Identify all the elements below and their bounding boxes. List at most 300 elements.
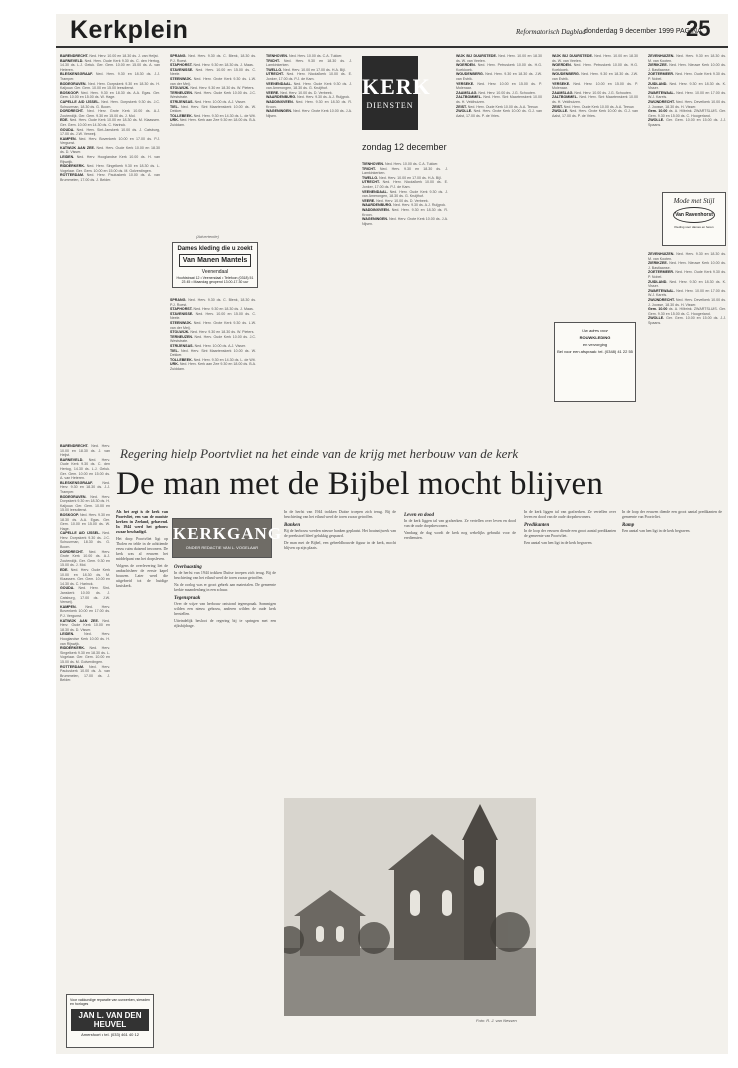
listing-place: DORDRECHT. <box>60 109 88 114</box>
listing-place: STAVENISSE. <box>170 311 196 316</box>
listing-column-1 <box>60 54 160 434</box>
listing-text: Ned. Herv. Pauluskerk 10.00 ds. A. van Brummelen, 17.00 ds. J. Belder. <box>60 173 160 183</box>
listing-text: Ned. Herv. Oude Kerk 10.00 ds. A.A. Teeuw. <box>563 104 635 109</box>
listing-column-1b <box>60 444 110 984</box>
listing-place: ZIERIKZEE. <box>648 63 670 68</box>
kerkgang-title: KERKGANG <box>173 524 283 543</box>
article-column-4 <box>404 510 516 794</box>
listing-entry <box>552 82 638 91</box>
listing-text: Ned. Herv. Develkerk 10.00 ds. J. Joosse, 18.30 ds. H. Visser. <box>648 297 726 307</box>
listing-entry <box>60 646 110 664</box>
listing-entry <box>648 316 726 325</box>
listing-text: Ned. Herv. Dorpskerk 9.30 ds. J.C. Schuurman, 18.30 ds. G. Boom. <box>60 531 110 550</box>
listing-place: ZUIDLAND. <box>648 81 670 86</box>
listing-entry <box>170 54 256 63</box>
masthead: Kerkplein <box>70 16 189 44</box>
date-line: donderdag 9 december 1999 PAGINA <box>584 28 702 35</box>
article-subhead: Tegenspraak <box>174 596 201 601</box>
listing-text: Ned. Herv. 10.00 en 18.30 ds. W. van Veelen. <box>552 54 638 63</box>
listing-entry <box>456 63 542 72</box>
listing-entry <box>60 91 160 100</box>
listing-place: ROTTERDAM. <box>60 173 87 178</box>
listing-place: TWELLO. <box>362 175 380 180</box>
listing-place: ZAAMSLAG. <box>552 90 575 95</box>
listing-place: KAMPEN. <box>60 136 79 141</box>
article-paragraph: Na de oorlog was er groot gebrek aan materialen. De gemeente kerkte maandenlang in een schuur. <box>174 583 276 592</box>
article-headline: De man met de Bijbel mocht blijven <box>116 466 604 502</box>
listing-text: Ned. Herv. 9.30 en 18.30 ds. R. Kroon. <box>362 207 448 217</box>
listing-text: Ned. Herv. 10.00 en 17.00 ds. H.A. Bijl. <box>379 175 442 180</box>
listing-text: Ned. Herv. 10.00 en 18.30 ds. J. van Heijst. <box>89 54 159 58</box>
listing-place: EDE. <box>60 118 70 123</box>
listing-text: Ned. Herv. Grote Kerk 9.30 ds. L.W. van der Meij. <box>170 76 256 86</box>
listing-place: ZIERIKZEE. <box>648 261 670 266</box>
listing-place: BLESKENSGRAAF. <box>60 72 96 77</box>
listing-entry <box>648 252 726 261</box>
listing-text: Ned. Herv. Dorpskerk 9.30 en 18.30 ds. H. Kaljouw. Ger. Gem. 10.00 en 15.00 leesdienst. <box>60 494 110 513</box>
listing-entry <box>362 217 448 226</box>
listing-place: KAMPEN. <box>60 604 86 609</box>
listing-entry <box>60 568 110 586</box>
listing-entry <box>60 100 160 109</box>
listing-place: WOUDENBERG. <box>456 72 486 77</box>
article-paragraph: Uiteindelijk besloot de regering bij te springen met een rijksbijdrage. <box>174 619 276 628</box>
listing-place: ROTTERDAM. <box>60 664 90 669</box>
article-column-5 <box>524 510 616 1030</box>
ad-mantels-small: Hoofdstraat 12 • Veenendaal • Telefoon (0318) 51 23 45 • Maandag geopend 13.00-17.30 uur <box>176 276 254 284</box>
listing-entry <box>60 109 160 118</box>
listing-entry <box>266 109 352 118</box>
listing-text: Ned. Herv. Kerk aan Zee 9.30 en 18.00 ds. B.A. Zuiddam. <box>170 118 256 127</box>
listing-text: Ned. Herv. 9.30 en 18.30 ds. J. Maas. <box>193 63 254 68</box>
listing-entry <box>266 72 352 81</box>
listing-text: Ned. Herv. Oude Kerk 10.00 ds. J.C. Weststrate. <box>170 334 256 344</box>
listing-place: BODEGRAVEN. <box>60 81 89 86</box>
listing-entry <box>648 261 726 270</box>
listing-entry <box>170 335 256 344</box>
listing-place: VEENENDAAL. <box>362 189 390 194</box>
listing-text: Ned. Herv. 10.00 en 15.00 ds. P. Molenaar. <box>456 81 542 91</box>
listing-entry <box>60 164 160 173</box>
listing-entry <box>648 63 726 72</box>
kerkdiensten-date: zondag 12 december <box>362 142 447 152</box>
listing-place: WOERDEN. <box>456 63 478 68</box>
listing-entry <box>648 82 726 91</box>
listing-place: WOERDEN. <box>552 63 574 68</box>
listing-text: Ned. Herv. Hooglandse Kerk 10.00 ds. H. van Rijswijk. <box>60 632 110 646</box>
listing-place: WAGENINGEN. <box>266 109 294 114</box>
ad-mantels-top: Dames kleding die u zoekt <box>177 246 253 252</box>
listing-place: ZOETERMEER. <box>648 72 676 77</box>
listing-text: Ned. Herv. 9.30 en 18.30 ds. J.W. van Estrik. <box>456 72 542 81</box>
listing-place: ZAAMSLAG. <box>456 90 479 95</box>
listing-place: ZALTBOMMEL. <box>456 95 484 100</box>
kerkgang-sub: ONDER REDACTIE VAN L. VOGELAAR <box>185 545 259 550</box>
listing-text: Ned. Herv. Sint Maartenskerk 10.00 ds. W. Dekker. <box>170 104 256 114</box>
listing-column-6b <box>648 252 726 432</box>
listing-text: Ned. Herv. 10.00 ds. C.A. Tukker. <box>288 54 343 58</box>
ad-van-den-heuvel <box>66 994 154 1048</box>
listing-text: Ned. Herv. 10.00 ds. D. Verbeek. <box>280 90 333 95</box>
listing-place: TIEL. <box>170 104 181 109</box>
listing-entry <box>648 72 726 81</box>
listing-place: TIENHOVEN. <box>266 54 289 58</box>
listing-place: ZEVENHUIZEN. <box>648 54 677 58</box>
listing-text: Ned. Herv. 9.30 en 18.30 ds. A.A. Egas. Ger. Gem. 10.00 en 15.00 ds. W. Hage. <box>60 90 160 100</box>
listing-text: Ned. Herv. Oude Kerk 9.30 ds. P. Nobel. <box>648 270 726 279</box>
listing-place: Gem. 10.00 <box>648 307 669 312</box>
listing-text: Ned. Herv. Bovenkerk 10.00 en 17.00 ds. P.J. Vergunst. <box>60 604 110 618</box>
ad-mode-brand: Van Ravenhorst <box>673 207 715 223</box>
listing-place: LEIDEN. <box>60 632 85 637</box>
listing-text: Ned. Herv. 9.30 en 18.30 ds. K. Visser. <box>648 81 726 91</box>
listing-place: STRIJENSAS. <box>170 99 195 104</box>
article-column-2 <box>174 562 276 1032</box>
listing-entry <box>60 605 110 619</box>
listing-text: Ned. Herv. Dorpskerk 9.30 ds. J.C. Schuurman, 18.30 ds. G. Boom. <box>60 99 160 109</box>
listing-entry <box>552 63 638 72</box>
listing-place: STOLWIJK. <box>170 86 191 91</box>
listing-place: SPRANG. <box>170 54 189 58</box>
listing-column-2 <box>170 54 256 234</box>
listing-text: Ned. Herv. Nicolaïkerk 10.00 ds. E. Jonker, 17.00 ds. P.J. de Kam. <box>266 72 352 81</box>
listing-entry <box>170 105 256 114</box>
listing-place: Gem. 10.00 <box>648 109 669 114</box>
listing-entry <box>60 155 160 164</box>
article-subhead: Predikanten <box>524 523 550 528</box>
listing-entry <box>170 362 256 371</box>
listing-place: TRICHT. <box>362 166 380 171</box>
listing-text: Ned. Herv. Oude Kerk 10.00 en 18.30 ds. M. Klaassen. Ger. Gem. 10.00 en 14.30 ds. C. Harinck. <box>60 118 160 127</box>
listing-place: ZEIST. <box>552 104 564 109</box>
listing-entry <box>60 665 110 683</box>
listing-place: WAGENINGEN. <box>362 217 390 222</box>
listing-place: TIENHOVEN. <box>362 162 385 166</box>
listing-entry <box>170 312 256 321</box>
listing-place: ZWOLLE. <box>456 109 474 114</box>
listing-text: Ned. Herv. 10.00 ds. A.J. Visser. <box>194 343 246 348</box>
ad-heuvel-brand: JAN L. VAN DEN HEUVEL <box>71 1009 149 1031</box>
listing-text: Ned. Herv. 9.30 ds. A.J. Ruijgrok. <box>297 95 351 100</box>
listing-text: Ned. Herv. Oude Kerk 9.30 ds. C. den Hertog, 14.30 ds. L.J. Geluk. Ger. Gem. 10.00 en 15.00 ds. A. van Heteren. <box>60 58 160 72</box>
article-lead: Als het zegt is de kerk van Poortvliet, een van de mooiste kerken in Zeeland, gehavend. In 1944 werd het gebouw zwaar beschadigd. <box>116 510 168 534</box>
listing-place: STOLWIJK. <box>170 330 191 335</box>
listing-entry <box>60 137 160 146</box>
article-paragraph: Een aantal van hen ligt in de kerk begraven. <box>622 529 691 533</box>
listing-text: Ned. Herv. Petruskerk 10.00 ds. H.G. Koekkoek. <box>552 63 638 72</box>
listing-place: UTRECHT. <box>266 72 287 77</box>
listing-entry <box>648 280 726 289</box>
listing-entry <box>456 95 542 104</box>
ad-rouwkleding <box>554 322 636 402</box>
listing-text: Ned. Herv. Nieuwe Kerk 10.00 ds. J. Bastiaanse. <box>648 261 726 270</box>
paper-name: Reformatorisch Dagblad <box>516 28 586 36</box>
listing-entry <box>648 118 726 127</box>
listing-entry <box>456 54 542 63</box>
listing-place: CAPELLE A/D IJSSEL. <box>60 531 103 536</box>
article-subhead: Ramp <box>622 523 635 528</box>
listing-text: Ned. Herv. 9.30 ds. A.J. Ruijgrok. <box>393 203 447 208</box>
listing-place: STAVENISSE. <box>170 67 196 72</box>
listing-text: Ned. Herv. Grote Kerk 10.00 ds. J.A. Nijsen. <box>362 217 448 226</box>
listing-entry <box>648 289 726 298</box>
listing-place: ZEIST. <box>456 104 468 109</box>
listing-text: Ned. Herv. 9.30 en 18.30 ds. J. Lamkinkerken. <box>362 166 448 176</box>
listing-entry <box>648 54 726 63</box>
listing-entry <box>60 59 160 73</box>
listing-place: LEIDEN. <box>60 155 77 160</box>
listing-entry <box>456 72 542 81</box>
listing-place: BARENDRECHT. <box>60 54 90 58</box>
listing-place: SPRANG. <box>170 298 189 302</box>
article-paragraph: In de loop der eeuwen diende een groot aantal predikanten de gemeente van Poortvliet. <box>622 510 722 519</box>
listing-place: EDE. <box>60 568 71 573</box>
listing-text: Ned. Herv. Hooglandse Kerk 10.00 ds. H. van Rijswijk. <box>60 155 160 164</box>
listing-text: Ned. Herv. 9.30 en 18.30 ds. J. Maas. <box>193 307 254 312</box>
article-subhead: Banken <box>284 523 301 528</box>
listing-place: WAARDENBURG. <box>266 95 298 100</box>
listing-column-3 <box>266 54 352 434</box>
listing-place: STAPHORST. <box>170 63 194 68</box>
page-header <box>56 14 728 48</box>
listing-entry <box>60 619 110 633</box>
listing-entry <box>60 444 110 458</box>
listing-entry <box>170 298 256 307</box>
listing-text: Ned. Herv. 10.00 ds. C.A. Tukker. <box>384 162 439 166</box>
article-paragraph: Vandaag de dag wordt de kerk nog wekelijks gebruikt voor de erediensten. <box>404 531 516 540</box>
listing-text: Ned. Herv. Nicolaïkerk 10.00 ds. E. Jonker, 17.00 ds. P.J. de Kam. <box>362 180 448 189</box>
listing-place: RIDDERKERK. <box>60 164 87 169</box>
listing-text: Ned. Herv. Petruskerk 10.00 ds. H.G. Koekkoek. <box>456 63 542 72</box>
listing-entry <box>648 100 726 109</box>
listing-text: Ned. Herv. Sint Maartenskerk 10.00 ds. H. Veldhuizen. <box>552 95 638 104</box>
article-paragraph: In de herfst van 1944 trokken Duitse troepen zich terug. Bij de beschieting van het eiland werd de toren zwaar getroffen. <box>174 571 276 580</box>
listing-text: ds. A. Hilbrink. ZWARTSLUIS. Ger. Gem. 9.30 en 15.00 ds. C. Hoogerland. <box>648 109 726 118</box>
listing-text: Ned. Herv. 9.30 en 18.30 ds. A.A. Egas. Ger. Gem. 10.00 en 15.00 ds. W. Hage. <box>60 512 110 531</box>
article-paragraph: Volgens de overlevering liet de ambachtsheer de eerste kapel bouwen. Later werd die uitgebreid tot de huidige kruiskerk. <box>116 564 168 588</box>
listing-place: TOLLEBEEK. <box>170 357 194 362</box>
kerkdiensten-logo-big: KERK <box>362 74 431 99</box>
listing-text: Ned. Herv. Oude Kerk 9.30 ds. J. van Amerongen, 18.30 ds. G. Kruijthof. <box>362 189 448 199</box>
listing-entry <box>648 91 726 100</box>
listing-place: VEERE. <box>362 198 377 203</box>
listing-column-6 <box>648 54 726 184</box>
listing-entry <box>60 82 160 91</box>
listing-entry <box>60 495 110 513</box>
listing-place: TOLLEBEEK. <box>170 113 194 118</box>
listing-place: TERNEUZEN. <box>170 334 195 339</box>
listing-text: Ned. Herv. Grote Kerk 10.00 ds. A.J. Zoutendijk. Ger. Gem. 9.30 en 15.00 ds. J. Mol. <box>60 109 160 118</box>
listing-entry <box>60 173 160 182</box>
listing-text: Ned. Herv. Grote Kerk 9.30 ds. L.W. van der Meij. <box>170 320 256 330</box>
listing-entry <box>60 550 110 568</box>
listing-text: Ned. Herv. 9.30 en 18.30 ds. W. Pieters. <box>190 86 255 91</box>
kerkdiensten-logo <box>362 56 431 130</box>
listing-place: STRIJENSAS. <box>170 343 195 348</box>
listing-entry <box>266 82 352 91</box>
ad-mode-line1: Mode met Stijl <box>673 197 715 205</box>
listing-place: ZWOLLE. <box>648 316 667 321</box>
article-paragraph: Een aantal van hen ligt in de kerk begraven. <box>524 541 593 545</box>
listing-place: ZWIJNDRECHT. <box>648 99 676 104</box>
ad-rouw-line1: Uw adres voor <box>582 328 608 333</box>
listing-entry <box>60 118 160 127</box>
listing-place: VEENENDAAL. <box>266 81 294 86</box>
listing-place: ZWOLLE. <box>552 109 570 114</box>
listing-place: ZOETERMEER. <box>648 270 676 275</box>
listing-text: Ned. Herv. 9.30 en 18.30 ds. J.J. Tramper. <box>60 72 160 81</box>
listing-place: YERSEKE. <box>456 81 478 86</box>
listing-text: Ned. Herv. Bovenkerk 10.00 en 17.00 ds. P.J. Vergunst. <box>60 136 160 146</box>
listing-text: Ned. Herv. Oude Kerk 9.30 ds. C. den Hertog, 14.30 ds. L.J. Geluk. Ger. Gem. 10.00 en 15.00 ds. A. van Heteren. <box>60 457 110 481</box>
listing-text: Ned. Herv. 9.30 en 18.30 ds. R. Kroon. <box>266 99 352 109</box>
listing-place: BLESKENSGRAAF. <box>60 480 103 485</box>
listing-place: STEENWIJK. <box>170 320 194 325</box>
listing-entry <box>552 54 638 63</box>
article-paragraph: De man met de Bijbel, een gebeeldhouwde figuur in de kerk, mocht blijven op zijn plaats. <box>284 541 396 550</box>
listing-place: ZWARTEWAAL. <box>648 288 677 293</box>
newspaper-page <box>56 14 728 1054</box>
ad-heuvel-sub: Amersfoort • tel. (033) 461 40 12 <box>81 1032 139 1037</box>
listing-place: UTRECHT. <box>362 180 383 185</box>
listing-text: Ned. Herv. 10.00 ds. J.G. Schouten. <box>478 90 536 95</box>
listing-entry <box>60 128 160 137</box>
listing-text: Ned. Herv. Pauluskerk 10.00 ds. A. van Brummelen, 17.00 ds. J. Belder. <box>60 664 110 683</box>
listing-place: BARNEVELD. <box>60 58 85 63</box>
listing-text: Ned. Herv. Grote Kerk 10.00 ds. G.J. van Aalst, 17.00 ds. P. de Vries. <box>552 109 638 118</box>
article-subhead: Leven en dood <box>404 513 434 518</box>
listing-text: Ger. Gem. 10.00 en 15.00 ds. J.J. Spaans. <box>648 118 726 127</box>
listing-place: ZALTBOMMEL. <box>552 95 580 100</box>
listing-text: Ned. Herv. Sint-Janskerk 10.00 ds. J. Catsburg, 17.00 ds. J.W. Verweij. <box>60 127 160 137</box>
listing-entry <box>60 632 110 646</box>
listing-place: DORDRECHT. <box>60 549 89 554</box>
listing-text: Ned. Herv. Grote Kerk 10.00 ds. G.J. van Aalst, 17.00 ds. P. de Vries. <box>456 109 542 118</box>
ad-mode-small: Kleding voor dames en heren <box>674 225 714 229</box>
listing-text: Ned. Herv. Oude Kerk 10.00 en 18.30 ds. D. Visser. <box>60 618 110 632</box>
ad-rouw-small: Bel voor een afspraak: tel. (0348) 41 22 55 <box>557 349 633 354</box>
kerkdiensten-logo-small: DIENSTEN <box>366 101 414 110</box>
listing-place: BARNEVELD. <box>60 457 89 462</box>
listing-place: ZWARTEWAAL. <box>648 90 677 95</box>
article-subhead: Overhaasting <box>174 565 202 570</box>
listing-entry <box>456 82 542 91</box>
listing-place: TRICHT. <box>266 58 284 63</box>
listing-text: Ned. Herv. 9.30 en 18.30 ds. J.W. van Estrik. <box>552 72 638 81</box>
listing-place: RIDDERKERK. <box>60 646 90 651</box>
listing-place: WADDINXVEEN. <box>362 207 392 212</box>
listing-entry <box>266 59 352 68</box>
listing-text: Ned. Herv. 10.00 en 17.00 ds. H.A. Bijl. <box>283 67 346 72</box>
listing-place: URK. <box>170 118 180 123</box>
listing-text: Ned. Herv. 9.30 en 18.30 ds. W. Pieters. <box>190 330 255 335</box>
listing-entry <box>60 458 110 481</box>
listing-text: Ned. Herv. Dorpskerk 9.30 en 18.30 ds. H. Kaljouw. Ger. Gem. 10.00 en 15.00 leesdienst. <box>60 81 160 91</box>
listing-place: BOSKOOP. <box>60 90 81 95</box>
listing-place: WADDINXVEEN. <box>266 99 296 104</box>
listing-entry <box>552 95 638 104</box>
listing-text: Ned. Herv. Oude Kerk 10.00 ds. A.A. Teeuw. <box>467 104 539 109</box>
listing-place: KATWIJK AAN ZEE. <box>60 618 103 623</box>
advertentie-label: (Advertentie) <box>196 234 219 239</box>
listing-entry <box>456 109 542 118</box>
ad-rouw-line2: ROUWKLEDING <box>579 335 611 340</box>
listing-entry <box>170 68 256 77</box>
listing-text: Ned. Herv. 10.00 ds. A.J. Visser. <box>194 99 246 104</box>
listing-text: Ned. Herv. 9.30 en 18.30 ds. M. van Kooten. <box>648 54 726 63</box>
listing-text: Ger. Gem. 10.00 en 15.00 ds. J.J. Spaans. <box>648 316 726 325</box>
listing-place: WIJK BIJ DUURSTEDE. <box>552 54 595 58</box>
listing-text: Ned. Herv. Grote Kerk 10.00 ds. J.A. Nijsen. <box>266 109 352 118</box>
listing-text: Ned. Herv. 9.30 en 14.30 ds. L. de Wit. <box>193 113 256 118</box>
listing-text: Ned. Herv. 10.00 en 17.00 ds. W.J. Karels. <box>648 90 726 100</box>
listing-text: Ned. Herv. Sint-Janskerk 10.00 ds. J. Catsburg, 17.00 ds. J.W. Verweij. <box>60 586 110 605</box>
listing-place: VEERE. <box>266 90 281 95</box>
listing-place: ZEVENHUIZEN. <box>648 252 677 256</box>
listing-text: Ned. Herv. 9.30 en 18.30 ds. J.J. Tramper. <box>60 480 110 494</box>
article-paragraph: In de kerk liggen tal van grafzerken. Ze vertellen over leven en dood van de oude dorpsbewoners. <box>404 519 516 528</box>
listing-entry <box>648 109 726 118</box>
listing-text: Ned. Herv. 9.30 ds. C. Blenk, 18.30 ds. P.J. Roest. <box>170 54 256 63</box>
listing-text: Ned. Herv. Singelkerk 9.30 en 18.30 ds. L. Vogelaar. Ger. Gem. 10.00 en 15.00 ds. M. Golverdingen. <box>60 646 110 664</box>
article-column-1 <box>116 510 168 1040</box>
listing-entry <box>362 208 448 217</box>
listing-place: GOUDA. <box>60 586 79 591</box>
listing-place: WOUDENBERG. <box>552 72 582 77</box>
listing-place: GOUDA. <box>60 127 77 132</box>
listing-text: Ned. Herv. Nieuwe Kerk 10.00 ds. J. Bastiaanse. <box>648 63 726 72</box>
listing-place: STAPHORST. <box>170 307 194 312</box>
listing-text: Ned. Herv. Oude Kerk 9.30 ds. P. Nobel. <box>648 72 726 81</box>
listing-place: TWELLO. <box>266 67 284 72</box>
listing-place: BOSKOOP. <box>60 512 80 517</box>
ad-rouw-line3: en verzorging <box>582 342 608 347</box>
listing-entry <box>60 586 110 604</box>
listing-text: Ned. Herv. 9.30 ds. C. Blenk, 18.30 ds. P.J. Roest. <box>170 298 256 307</box>
listing-place: WIJK BIJ DUURSTEDE. <box>456 54 499 58</box>
listing-place: ZWIJNDRECHT. <box>648 297 676 302</box>
article-paragraph: In de kerk liggen tal van grafzerken. Ze vertellen over leven en dood van de oude dorpsbewoners. <box>524 510 616 519</box>
listing-entry <box>60 146 160 155</box>
listing-column-2b <box>170 298 256 434</box>
listing-place: YERSEKE. <box>552 81 574 86</box>
listing-place: STEENWIJK. <box>170 76 194 81</box>
listing-text: Ned. Herv. Develkerk 10.00 ds. J. Joosse, 18.30 ds. H. Visser. <box>648 99 726 109</box>
listing-text: Ned. Herv. Oude Kerk 10.00 en 18.30 ds. D. Visser. <box>60 145 160 155</box>
listing-text: Ned. Herv. 9.30 en 18.30 ds. J. Lamkinkerken. <box>266 58 352 68</box>
article-paragraph: Bij de herbouw werden nieuwe banken geplaatst. Het houtsnijwerk van de preekstoel bleef gelukkig gespaard. <box>284 529 396 538</box>
article-kicker: Regering hielp Poortvliet na het einde van de krijg met herbouw van de kerk <box>120 446 519 461</box>
listing-text: ds. A. Hilbrink. ZWARTSLUIS. Ger. Gem. 9.30 en 15.00 ds. C. Hoogerland. <box>648 307 726 316</box>
listing-text: Ned. Herv. Sint Maartenskerk 10.00 ds. H. Veldhuizen. <box>456 95 542 104</box>
listing-text: Ned. Herv. Grote Kerk 10.00 ds. A.J. Zoutendijk. Ger. Gem. 9.30 en 15.00 ds. J. Mol. <box>60 549 110 568</box>
listing-text: Ned. Herv. 10.00 en 18.30 ds. J. van Heijst. <box>60 444 110 458</box>
listing-text: Ned. Herv. 10.00 en 15.00 ds. C. Neele. <box>170 311 256 321</box>
ad-mantels <box>172 242 258 288</box>
listing-entry <box>266 100 352 109</box>
listing-place: ZUIDLAND. <box>648 279 670 284</box>
listing-text: Ned. Herv. 10.00 ds. D. Verbeek. <box>376 198 429 203</box>
listing-text: Ned. Herv. 10.00 en 18.30 ds. W. van Veelen. <box>456 54 542 63</box>
ad-mantels-sub: Veenendaal <box>201 269 229 275</box>
kerkgang-logo <box>172 518 283 558</box>
listing-column-3b <box>362 162 448 432</box>
listing-column-4 <box>456 54 542 434</box>
listing-place: CAPELLE A/D IJSSEL. <box>60 99 102 104</box>
listing-text: Ned. Herv. 10.00 en 17.00 ds. W.J. Karels. <box>648 288 726 298</box>
listing-entry <box>552 109 638 118</box>
listing-place: BODEGRAVEN. <box>60 494 91 499</box>
